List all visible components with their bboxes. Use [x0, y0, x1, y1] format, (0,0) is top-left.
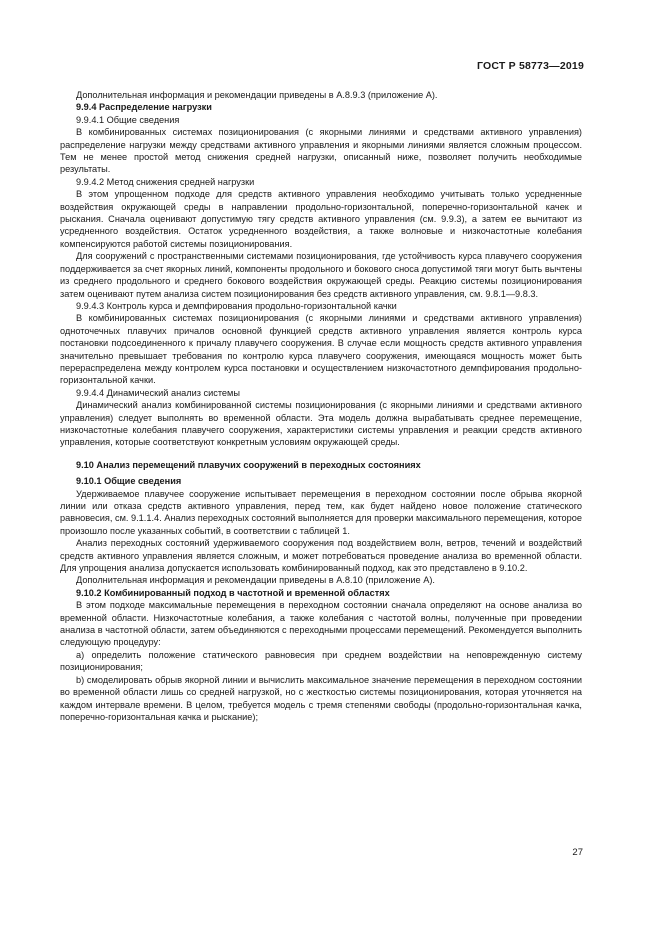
- subsection-heading: 9.9.4.1 Общие сведения: [76, 114, 180, 125]
- paragraph: В этом упрощенном подходе для средств активного управления необходимо учитывать только усредненные воздействия окружающей среды в направлении продольно-горизонтальной, поперечно-горизонтальной качек и рыскания. Сначала оценивают допустимую тягу средств активного управления (см. 9.9.3), а затем ее вычитают из усредненного воздействия. Остаток усредненного воздействия, а также волновые и низкочастотные колебания компенсируются работой системы позиционирования.: [60, 189, 582, 249]
- document-body: [60, 89, 582, 723]
- page-number: 27: [572, 847, 583, 858]
- paragraph: Дополнительная информация и рекомендации приведены в А.8.9.3 (приложение А).: [76, 90, 438, 100]
- section-heading: 9.9.4 Распределение нагрузки: [76, 102, 212, 113]
- paragraph: В комбинированных системах позиционирования (с якорными линиями и средствами активного управления) распределение нагрузки между средствами активного управления и якорными линиями является сложным процессом. Тем не менее простой метод снижения средней нагрузки, описанный ниже, позволяет получить необходимые результаты.: [60, 127, 582, 175]
- subsection-heading: 9.9.4.4 Динамический анализ системы: [76, 387, 240, 398]
- subsection-heading: 9.9.4.3 Контроль курса и демпфирования продольно-горизонтальной качки: [76, 300, 397, 311]
- list-item: a) определить положение статического равновесия при среднем воздействии на неповрежденную систему позиционирования;: [60, 649, 582, 673]
- subsection-heading: 9.9.4.2 Метод снижения средней нагрузки: [76, 176, 255, 187]
- paragraph: Динамический анализ комбинированной системы позиционирования (с якорными линиями и средствами активного управления) следует выполнять во временной области. Эта модель должна вырабатывать среднее перемещение, низкочастотные колебания плавучего сооружения, характеристики системы управления и реакции средств активного управления, которые соответствуют конкретным условиям окружающей среды.: [60, 400, 582, 448]
- paragraph: Для сооружений с пространственными системами позиционирования, где устойчивость курса плавучего сооружения поддерживается за счет якорных линий, компоненты продольного и бокового сноса допустимой тяги могут быть вычтены из среднего продольного и среднего бокового воздействия окружающей среды. Реакцию системы позиционирования затем оценивают путем анализа систем позиционирования без средств активного управления, см. 9.8.1—9.8.3.: [60, 251, 582, 299]
- paragraph: Дополнительная информация и рекомендации приведены в А.8.10 (приложение А).: [76, 575, 435, 586]
- standard-header: ГОСТ Р 58773—2019: [476, 60, 584, 72]
- section-heading: 9.10 Анализ перемещений плавучих сооружений в переходных состояниях: [76, 459, 421, 470]
- paragraph: Удерживаемое плавучее сооружение испытывает перемещения в переходном состоянии после обрыва якорной линии или отказа средств активного управления, перед тем, как будет найдено новое положение статического равновесия, см. 9.1.1.4. Анализ переходных состояний выполняется для проверки максимального перемещения, которое произошло после указанных событий, в соответствии с таблицей 1.: [60, 488, 582, 536]
- paragraph: Анализ переходных состояний удерживаемого сооружения под воздействием волн, ветров, течений и воздействий средств активного управления является сложным, и может потребоваться проведение анализа во временной области. Для упрощения анализа допускается использовать комбинированный подход, как это представлено в 9.10.2.: [60, 538, 582, 574]
- paragraph: В комбинированных системах позиционирования (с якорными линиями и средствами активного управления) одноточечных плавучих причалов основной функцией средств активного управления является контроль курса постановки подсоединенного к причалу плавучего сооружения. В случае если мощность средств активного управления значительно превышает требования по контролю курса плавучего сооружения, имеющаяся мощность может быть перераспределена между контролем курса постановки и осуществлением низкочастотного демпфирования продольно-горизонтальной качки.: [60, 313, 582, 386]
- paragraph: В этом подходе максимальные перемещения в переходном состоянии сначала определяют на основе анализа во временной области. Низкочастотные колебания, а также колебания с частотой волны, полученные при проведении анализа в частотной области, затем объединяются с переходными процессами перемещений. Рекомендуется выполнить следующую процедуру:: [60, 600, 582, 648]
- list-item: b) смоделировать обрыв якорной линии и вычислить максимальное значение перемещения в переходном состоянии во временной области лишь со средней нагрузкой, но с жесткостью системы позиционирования, которая уточняется на каждом интервале времени. В целом, требуется модель с тремя степенями свободы (продольно-горизонтальная качка, поперечно-горизонтальная качка и рыскание);: [60, 674, 582, 722]
- section-heading: 9.10.1 Общие сведения: [76, 476, 182, 487]
- section-heading: 9.10.2 Комбинированный подход в частотной и временной областях: [76, 587, 390, 598]
